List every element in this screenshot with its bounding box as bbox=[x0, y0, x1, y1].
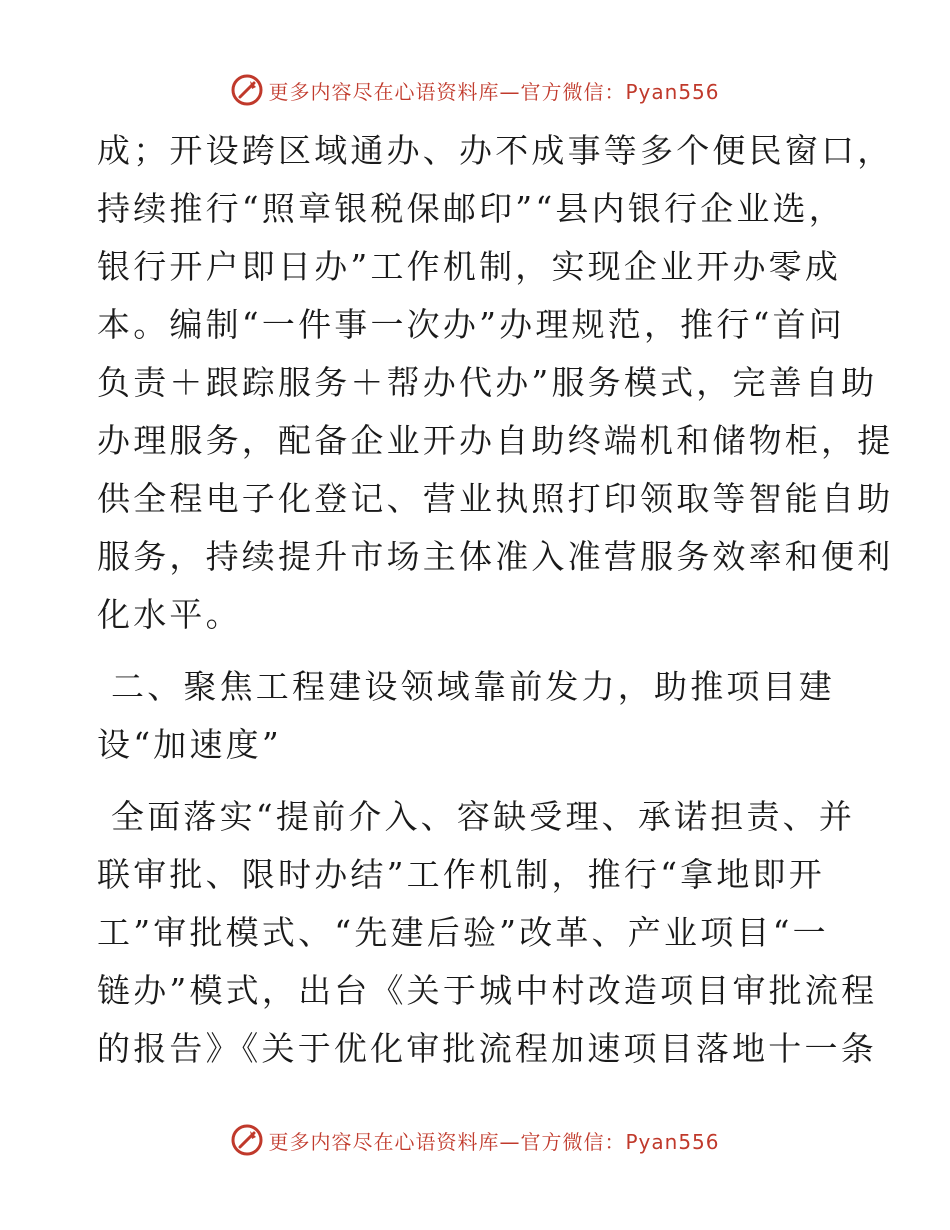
section-heading-2 bbox=[97, 658, 857, 774]
watermark-brand: 更多内容尽在心语资料库 bbox=[268, 79, 500, 104]
paragraph-gap bbox=[97, 644, 857, 658]
text-line: 负责＋跟踪服务＋帮办代办”服务模式，完善自助 bbox=[97, 363, 878, 402]
brand-logo-icon bbox=[230, 1123, 264, 1157]
watermark-text bbox=[268, 1126, 719, 1155]
text-line: 供全程电子化登记、营业执照打印领取等智能自助 bbox=[97, 479, 894, 518]
text-line: 办理服务，配备企业开办自助终端机和储物柜，提 bbox=[97, 421, 894, 460]
paragraph-1 bbox=[97, 122, 894, 644]
heading-line: 设“加速度” bbox=[97, 725, 282, 764]
text-line: 链办”模式，出台《关于城中村改造项目审批流程 bbox=[97, 971, 878, 1010]
text-line: 持续推行“照章银税保邮印”“县内银行企业选， bbox=[97, 189, 846, 228]
text-line: 化水平。 bbox=[97, 595, 242, 634]
paragraph-gap bbox=[97, 774, 857, 788]
paragraph-2 bbox=[97, 788, 878, 1078]
header-watermark bbox=[0, 70, 950, 110]
text-line: 本。编制“一件事一次办”办理规范，推行“首问 bbox=[97, 305, 846, 344]
watermark-text bbox=[268, 76, 719, 105]
watermark-wechat-id: Pyan556 bbox=[625, 1129, 720, 1154]
watermark-wechat-id: Pyan556 bbox=[625, 79, 720, 104]
watermark-brand: 更多内容尽在心语资料库 bbox=[268, 1129, 500, 1154]
text-line: 成；开设跨区域通办、办不成事等多个便民窗口， bbox=[97, 131, 894, 170]
text-line: 全面落实“提前介入、容缺受理、承诺担责、并 bbox=[111, 797, 856, 836]
watermark-dash: — bbox=[499, 1129, 521, 1154]
watermark-dash: — bbox=[499, 79, 521, 104]
watermark-official: 官方微信： bbox=[520, 1129, 626, 1154]
brand-logo-icon bbox=[230, 73, 264, 107]
footer-watermark bbox=[0, 1120, 950, 1160]
text-line: 工”审批模式、“先建后验”改革、产业项目“一 bbox=[97, 913, 829, 952]
text-line: 的报告》《关于优化审批流程加速项目落地十一条 bbox=[97, 1029, 877, 1068]
heading-line: 二、聚焦工程建设领域靠前发力，助推项目建 bbox=[111, 667, 835, 706]
text-line: 银行开户即日办”工作机制，实现企业开办零成 bbox=[97, 247, 842, 286]
text-line: 服务，持续提升市场主体准入准营服务效率和便利 bbox=[97, 537, 894, 576]
watermark-official: 官方微信： bbox=[520, 79, 626, 104]
document-body bbox=[97, 122, 894, 1078]
text-line: 联审批、限时办结”工作机制，推行“拿地即开 bbox=[97, 855, 825, 894]
